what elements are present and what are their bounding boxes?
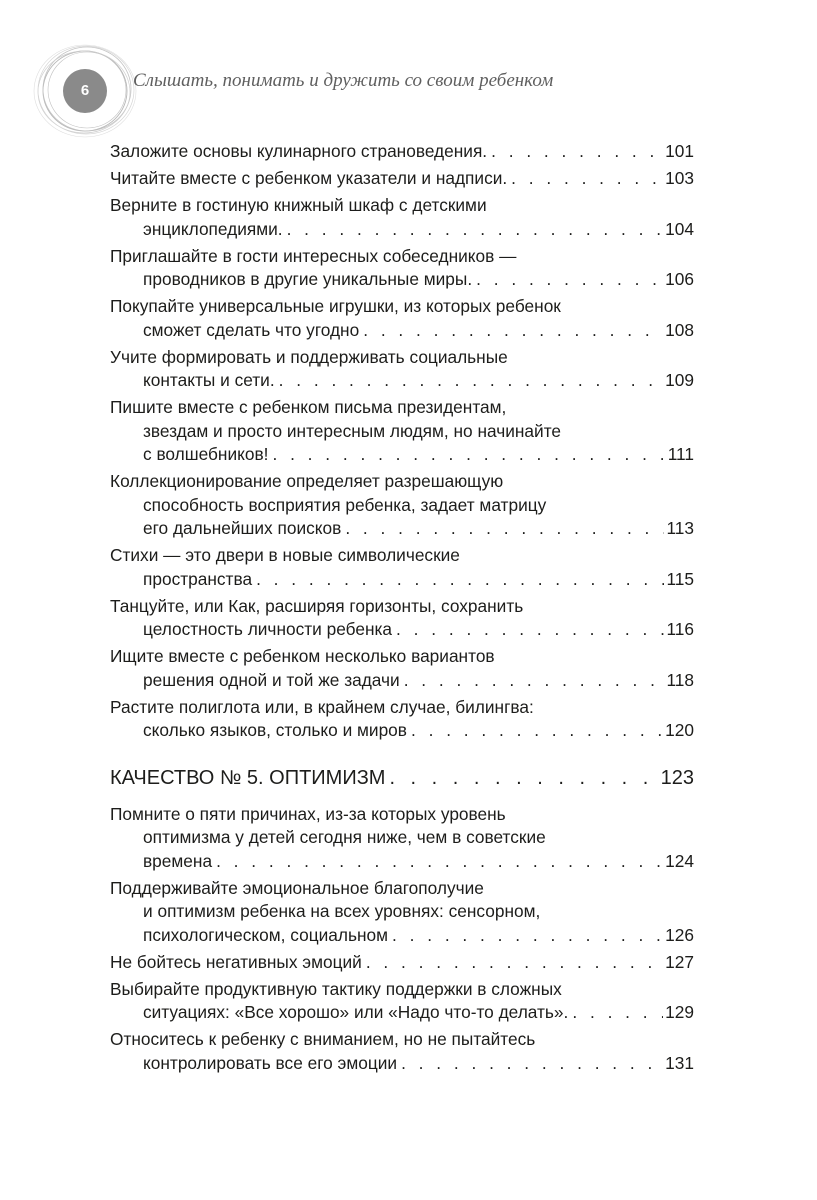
dot-leader [572,1001,663,1025]
toc-entry-line: Ищите вместе с ребенком несколько вариантов [110,646,495,666]
toc-page-number: 131 [665,1052,694,1073]
section-title: КАЧЕСТВО № 5. ОПТИМИЗМ [110,766,386,789]
dot-leader [256,568,664,592]
dot-leader [366,951,663,975]
dot-leader [279,369,664,393]
toc-entry [110,396,694,467]
toc-entry-text: с волшебников! [143,444,269,464]
toc-entry-line [110,218,694,242]
dot-leader [287,218,664,242]
dot-leader [404,669,665,693]
toc-entry-line: звездам и просто интересным людям, но начинайте [143,420,562,441]
toc-page-number: 103 [665,168,694,188]
toc-entry [110,544,694,591]
toc-entry-line: и оптимизм ребенка на всех уровнях: сенсорном, [143,901,541,921]
toc-entry-line [110,517,694,541]
toc-page-number: 126 [665,924,694,945]
toc-entry-text: времена [143,850,213,871]
toc-entry-line: оптимизма у детей сегодня ниже, чем в советские [143,827,546,847]
toc-page-number: 129 [665,1002,694,1022]
toc-entry-line: Приглашайте в гости интересных собеседников — [110,245,517,266]
toc-page-number: 106 [665,269,694,289]
toc-entry [110,140,694,164]
toc-page-number: 101 [665,141,694,161]
toc-entry-text: целостность личности ребенка [143,619,393,639]
toc-entry-text: сколько языков, столько и миров [143,720,407,740]
dot-leader [272,443,665,467]
toc-entry [110,1028,694,1075]
toc-page-number: 116 [666,619,694,639]
toc-entry-text: решения одной и той же задачи [143,669,400,690]
toc-entry-line: Коллекционирование определяет разрешающую [110,471,504,491]
toc-entry [110,346,694,393]
toc-entry [110,877,694,948]
toc-entry-line [110,167,694,191]
toc-entry [110,194,694,241]
toc-page-number: 109 [665,370,694,390]
toc-entry-line [110,951,694,975]
toc-page-number: 104 [665,218,694,239]
toc-entry-line [110,443,694,467]
running-title: Слышать, понимать и дружить со своим ребенком [133,70,554,91]
toc-entry [110,595,694,642]
toc-entry-line [110,669,694,693]
toc-page-number: 108 [665,319,694,340]
dot-leader [216,850,663,874]
toc-page-number: 115 [666,568,694,589]
toc-entry-line [110,1001,694,1025]
dot-leader [392,924,663,948]
toc-entry-line [110,850,694,874]
toc-entry-text: контакты и сети. [143,370,275,390]
toc-page-number: 113 [666,518,694,538]
toc-entry-line: Выбирайте продуктивную тактику поддержки в сложных [110,978,562,999]
page-header [30,40,770,140]
toc-entry-line: Покупайте универсальные игрушки, из которых ребенок [110,296,561,316]
toc-entry-text: ситуациях: «Все хорошо» или «Надо что-то делать». [143,1002,569,1022]
dot-leader [396,618,664,642]
toc-entry-line [110,268,694,292]
toc-entry-line [110,618,694,642]
toc-page-number: 127 [665,951,694,972]
dot-leader [363,319,663,343]
toc-entry-line: Относитесь к ребенку с вниманием, но не пытайтесь [110,1029,536,1049]
toc-entry-line: Помните о пяти причинах, из-за которых уровень [110,803,506,824]
toc-entry-line [110,924,694,948]
toc-entry [110,803,694,874]
toc-entry-line [110,1052,694,1076]
dot-leader [476,268,663,292]
toc-entry-line [110,140,694,164]
toc-entry-line: Учите формировать и поддерживать социальные [110,346,508,367]
toc-page-number: 111 [667,444,694,464]
toc-entry [110,470,694,541]
toc-entry-text: психологическом, социальном [143,924,389,945]
toc-entry [110,645,694,692]
toc-entry-line: способность восприятия ребенка, задает матрицу [143,494,547,515]
toc-entry-line [110,369,694,393]
toc-entry-text: проводников в другие уникальные миры. [143,269,473,289]
toc-entry-line [110,319,694,343]
toc-entry-line: Пишите вместе с ребенком письма президентам, [110,397,507,417]
toc-entry-text: пространства [143,568,253,589]
toc-entry-text: энциклопедиями. [143,218,283,239]
toc-entry-line [110,719,694,743]
dot-leader [401,1052,663,1076]
toc-entry-text: Заложите основы кулинарного страноведения. [110,141,488,161]
dot-leader [511,167,663,191]
page-number: 6 [80,82,90,99]
toc-page-number: 118 [666,669,694,690]
dot-leader [389,765,658,791]
toc-entry [110,951,694,975]
toc-entry-line: Танцуйте, или Как, расширяя горизонты, сохранить [110,595,524,616]
toc-entry-line [110,568,694,592]
toc-entry [110,245,694,292]
toc-entry [110,295,694,342]
toc-page-number: 120 [665,720,694,740]
dot-leader [491,140,663,164]
toc-entry-text: его дальнейших поисков [143,518,342,538]
dot-leader [345,517,664,541]
toc-entry-text: сможет сделать что угодно [143,319,360,340]
section-page-number: 123 [660,766,694,789]
toc-entry-line: Поддерживайте эмоциональное благополучие [110,877,484,898]
table-of-contents [110,140,694,1079]
toc-entry [110,696,694,743]
toc-entry-line: Верните в гостиную книжный шкаф с детскими [110,195,487,215]
dot-leader [411,719,663,743]
toc-entry-line: Растите полиглота или, в крайнем случае, билингва: [110,696,534,717]
toc-entry [110,978,694,1025]
toc-entry-line: Стихи — это двери в новые символические [110,545,460,565]
toc-entry-text: Не бойтесь негативных эмоций [110,951,362,972]
toc-page-number: 124 [665,850,694,871]
section-heading [110,765,694,791]
toc-entry [110,167,694,191]
toc-entry-text: контролировать все его эмоции [143,1052,398,1073]
toc-entry-text: Читайте вместе с ребенком указатели и надписи. [110,168,508,188]
